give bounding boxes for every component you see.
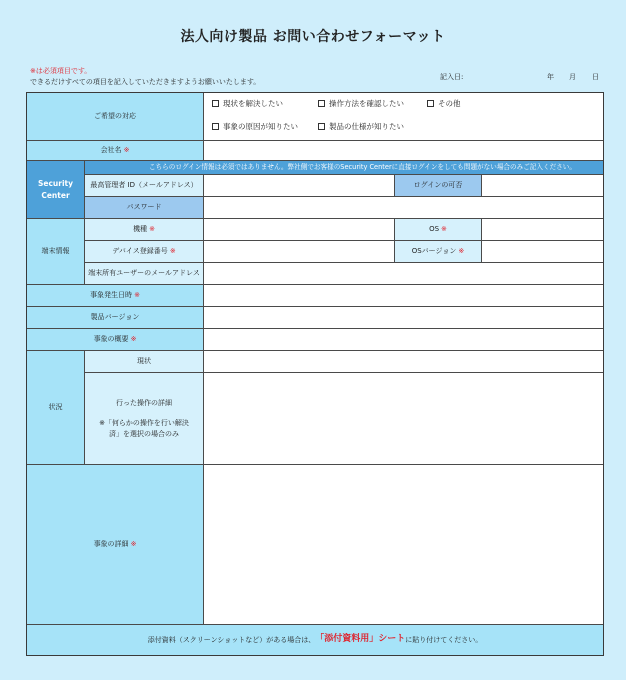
os-label: OS — [429, 225, 440, 234]
inquiry-form — [26, 92, 604, 656]
device-label-cell — [27, 219, 85, 285]
model-input[interactable] — [204, 219, 395, 241]
security-center-notice: こちらのログイン情報は必須ではありません。弊社側でお客様のSecurity Centerに直接ログインをしても問題がない場合のみご記入ください。 — [85, 161, 603, 175]
option-label: 製品の仕様が知りたい — [329, 122, 404, 131]
password-label-cell — [85, 197, 204, 219]
checkbox-icon[interactable] — [318, 100, 325, 107]
option-label: その他 — [438, 99, 461, 108]
admin-id-label: 最高管理者 ID（メールアドレス） — [90, 181, 198, 190]
request-options-cell — [204, 93, 603, 141]
os-version-label: OSバージョン — [411, 247, 457, 256]
instruction-text: できるだけすべての項目を記入していただきますようお願いいたします。 — [30, 78, 261, 86]
model-label-cell — [85, 219, 204, 241]
current-label-cell — [85, 351, 204, 373]
required-mark: ※ — [123, 146, 130, 155]
attachment-sheet-name: 「添付資料用」シート — [315, 634, 406, 645]
overview-label: 事象の概要 — [93, 335, 129, 344]
required-mark: ※ — [169, 247, 176, 256]
company-label-cell — [27, 141, 204, 161]
required-note: ※は必須項目です。 — [30, 67, 92, 75]
details-label: 事象の詳細 — [93, 540, 129, 549]
checkbox-icon[interactable] — [212, 100, 219, 107]
option-other[interactable] — [427, 98, 461, 109]
date-label: 記入日: — [440, 73, 464, 81]
overview-label-cell — [27, 329, 204, 351]
request-label-cell — [27, 93, 204, 141]
option-how-to[interactable] — [318, 98, 404, 109]
login-permission-label: ログインの可否 — [413, 181, 463, 190]
required-mark: ※ — [149, 225, 155, 234]
required-mark: ※ — [458, 247, 465, 256]
owner-email-label: 端末所有ユーザーのメールアドレス — [88, 269, 200, 278]
attachment-note — [27, 625, 603, 655]
os-label-cell — [395, 219, 482, 241]
product-version-input[interactable] — [204, 307, 603, 329]
attachment-text-before: 添付資料（スクリーンショットなど）がある場合は、 — [147, 635, 316, 644]
current-label: 現状 — [137, 357, 151, 366]
situation-label-cell — [27, 351, 85, 465]
option-resolve[interactable] — [212, 98, 283, 109]
overview-input[interactable] — [204, 329, 603, 351]
option-label: 事象の原因が知りたい — [223, 122, 298, 131]
occurrence-input[interactable] — [204, 285, 603, 307]
checkbox-icon[interactable] — [427, 100, 434, 107]
date-month: 月 — [569, 73, 576, 81]
option-label: 現状を解決したい — [223, 99, 283, 108]
current-input[interactable] — [204, 351, 603, 373]
security-center-label: Security Center — [27, 161, 85, 219]
required-mark: ※ — [130, 335, 137, 344]
required-mark: ※ — [130, 540, 137, 549]
company-label: 会社名 — [100, 146, 122, 155]
checkbox-icon[interactable] — [318, 123, 325, 130]
occurrence-label-cell — [27, 285, 204, 307]
model-label: 機種 — [133, 225, 148, 234]
login-permission-input[interactable] — [482, 175, 603, 197]
login-permission-label-cell — [395, 175, 482, 197]
password-label: パスワード — [126, 203, 162, 212]
required-mark: ※ — [134, 291, 140, 300]
product-version-label-cell — [27, 307, 204, 329]
date-day: 日 — [592, 73, 599, 81]
details-input[interactable] — [204, 465, 603, 625]
product-version-label: 製品バージョン — [90, 313, 140, 322]
date-year: 年 — [547, 73, 554, 81]
os-version-input[interactable] — [482, 241, 603, 263]
admin-id-label-cell — [85, 175, 204, 197]
situation-label: 状況 — [48, 403, 63, 412]
device-label: 端末情報 — [41, 247, 70, 256]
request-label: ご希望の対応 — [94, 112, 136, 121]
company-input[interactable] — [204, 141, 603, 161]
operation-input[interactable] — [204, 373, 603, 465]
registration-input[interactable] — [204, 241, 395, 263]
owner-email-label-cell — [85, 263, 204, 285]
occurrence-label: 事象発生日時 — [90, 291, 133, 300]
attachment-text-after: に貼り付けてください。 — [405, 635, 483, 644]
option-label: 操作方法を確認したい — [329, 99, 404, 108]
operation-note: ※「何らかの操作を行い解決済」を選択の場合のみ — [99, 419, 189, 438]
details-label-cell — [27, 465, 204, 625]
page-title: 法人向け製品 お問い合わせフォーマット — [180, 29, 446, 45]
checkbox-icon[interactable] — [212, 123, 219, 130]
os-version-label-cell — [395, 241, 482, 263]
option-cause[interactable] — [212, 121, 298, 132]
registration-label-cell — [85, 241, 204, 263]
os-input[interactable] — [482, 219, 603, 241]
owner-email-input[interactable] — [204, 263, 603, 285]
admin-id-input[interactable] — [204, 175, 395, 197]
operation-title: 行った操作の詳細 — [116, 398, 172, 407]
option-spec[interactable] — [318, 121, 404, 132]
operation-label-cell — [85, 373, 204, 465]
password-input[interactable] — [204, 197, 603, 219]
registration-label: デバイス登録番号 — [112, 247, 168, 256]
required-mark: ※ — [441, 225, 447, 234]
